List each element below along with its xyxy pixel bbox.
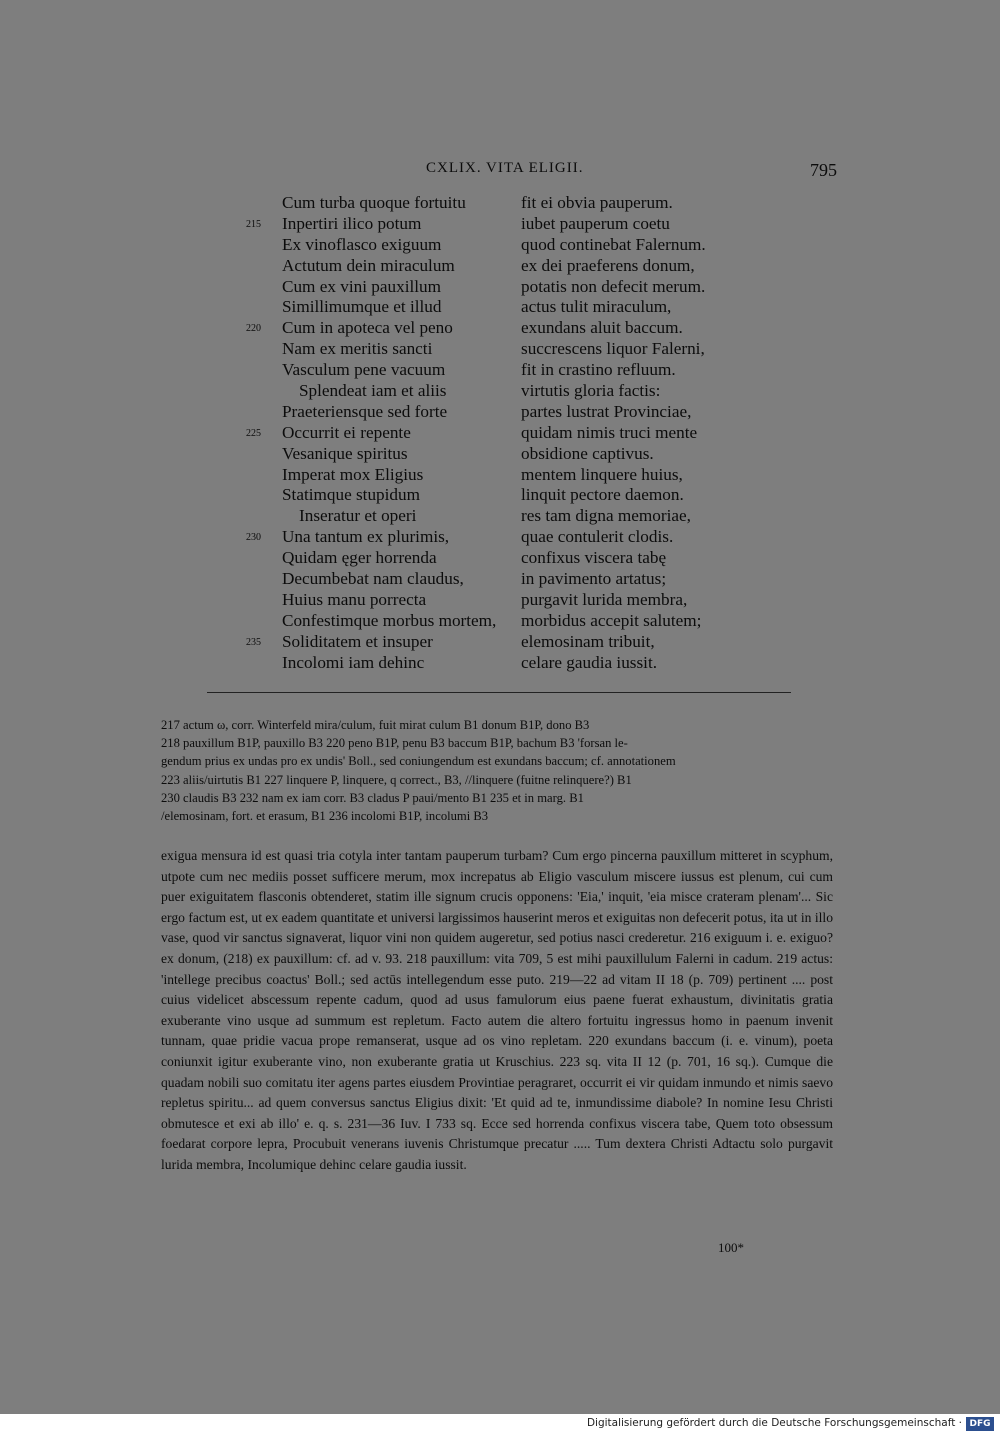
verse-second-half: purgavit lurida membra, — [521, 589, 688, 609]
verse-first-half: Ex vinoflasco exiguum — [282, 234, 442, 254]
verse-line — [230, 506, 850, 527]
verse-second-half: in pavimento artatus; — [521, 569, 667, 589]
verse-first-half: Occurrit ei repente — [282, 422, 411, 442]
verse-first-half: Cum ex vini pauxillum — [282, 276, 441, 296]
line-number: 225 — [246, 427, 261, 439]
verse-second-half: potatis non defecit merum. — [521, 276, 706, 296]
verse-first-half: Splendeat iam et aliis — [299, 381, 447, 401]
verse-line — [230, 548, 850, 569]
commentary-text: exigua mensura id est quasi tria cotyla inter tantam pauperum turbam? Cum ergo pincerna pauxillum mitteret in scyphum, utpote cum nec mediis posset sufficere merum, mox increpatus ab Eligio vasculum miscere iussus est plenum, cui cum puer exiguitatem flasconis obtenderet, statim ille signum crucis opponens: 'Eia,' inquit, 'eia misce crateram plenam'... Sic ergo factum est, ut ex eadem quantitate et universi largissimos hauserint meros et exiguitas non defecerit potus, ita ut in illo vase, quod vir sanctus signaverat, liquor vini non quidem augeretur, sed potius nasci crederetur. 216 exiguum i. e. exiguo? ex donum, (218) ex pauxillum: cf. ad v. 93. 218 pauxillum: vita 709, 5 est mihi pauxillulum Falerni in cadum. 219 actus: 'intellege precibus coactus' Boll.; sed actūs intellegendum esse puto. 219—22 ad vitam II 18 (p. 709) pertinent .... post cuius videlicet abscessum repente cadum, quod ad usus famulorum eius paene fuerat exhaustum, divinitatis gratia exuberante vino usque ad summum est repletum. Facto autem die altero fortuitu ingressus homo in paenum invenit tunnam, quae pridie vacua prope remanserat, usque ad os vino repletam. 220 exundans baccum (i. e. vinum), poeta coniunxit igitur exuberante vino, non exuberante gratia ut Kruschius. 223 sq. vita II 12 (p. 701, 16 sq.). Cumque die quadam nobili suo comitatu iter agens partes eiusdem Provintiae peragraret, occurrit ei vir quidam inmundo et nimis saevo repletus spiritu... ad quem conversus sanctus Eligius dixit: 'Et quid ad te, inmundissime diabole? In nomine Iesu Christi obmutesce et exi ab illo' e. q. s. 231—36 Iuv. I 733 sq. Ecce sed horrenda confixus viscera tabe, Quem toto obsessum foedarat corpore lepra, Procubuit venerans iuvenis Christumque precatur ..... Tum dextera Christi Adtactu solo purgavit lurida membra, Incolumique dehinc celare gaudia iussit. — [161, 848, 833, 1172]
line-number: 235 — [246, 636, 261, 648]
verse-second-half: celare gaudia iussit. — [521, 652, 658, 672]
verse-second-half: quidam nimis truci mente — [521, 422, 698, 442]
footer-bar — [0, 1414, 1000, 1434]
verse-block — [230, 193, 850, 673]
critical-apparatus — [161, 716, 834, 825]
verse-second-half: ex dei praeferens donum, — [521, 255, 695, 275]
verse-second-half: elemosinam tribuit, — [521, 631, 655, 651]
verse-line — [230, 569, 850, 590]
verse-second-half: obsidione captivus. — [521, 443, 654, 463]
verse-line — [230, 256, 850, 277]
verse-line — [230, 277, 850, 298]
footer-credit: Digitalisierung gefördert durch die Deutsche Forschungsgemeinschaft · — [586, 1417, 962, 1429]
apparatus-line: 223 aliis/uirtutis B1 227 linquere P, linquere, q correct., B3, //linquere (fuitne relinquere?) B1 — [161, 772, 632, 787]
separator-rule — [207, 692, 791, 693]
verse-line — [230, 339, 850, 360]
verse-second-half: partes lustrat Provinciae, — [521, 401, 692, 421]
verse-first-half: Actutum dein miraculum — [282, 255, 455, 275]
verse-second-half: fit ei obvia pauperum. — [521, 193, 673, 212]
verse-second-half: morbidus accepit salutem; — [521, 610, 702, 630]
verse-line — [230, 214, 850, 235]
verse-first-half: Cum in apoteca vel peno — [282, 318, 453, 338]
line-number: 215 — [246, 218, 261, 230]
verse-line — [230, 465, 850, 486]
line-number: 230 — [246, 532, 261, 544]
signature-mark: 100* — [718, 1240, 744, 1255]
verse-first-half: Statimque stupidum — [282, 485, 420, 505]
verse-second-half: quod continebat Falernum. — [521, 234, 706, 254]
verse-second-half: confixus viscera tabę — [521, 548, 667, 568]
verse-line — [230, 318, 850, 339]
page-number: 795 — [810, 160, 837, 180]
verse-line — [230, 611, 850, 632]
commentary — [161, 846, 833, 1176]
verse-first-half: Incolomi iam dehinc — [282, 652, 425, 672]
verse-first-half: Una tantum ex plurimis, — [282, 527, 450, 547]
apparatus-line: /elemosinam, fort. et erasum, B1 236 incolomi B1P, incolumi B3 — [161, 809, 489, 824]
apparatus-line: gendum prius ex undas pro ex undis' Boll., sed coniungendum est exundans baccum; cf. annotationem — [161, 754, 676, 769]
verse-second-half: fit in crastino refluum. — [521, 360, 676, 380]
verse-second-half: virtutis gloria factis: — [521, 381, 661, 401]
verse-first-half: Simillimumque et illud — [282, 297, 442, 317]
verse-first-half: Imperat mox Eligius — [282, 464, 424, 484]
verse-first-half: Vesanique spiritus — [282, 443, 408, 463]
verse-first-half: Cum turba quoque fortuitu — [282, 193, 466, 212]
verse-first-half: Vasculum pene vacuum — [282, 360, 446, 380]
verse-line — [230, 381, 850, 402]
verse-line — [230, 402, 850, 423]
verse-second-half: mentem linquere huius, — [521, 464, 683, 484]
verse-second-half: actus tulit miraculum, — [521, 297, 672, 317]
verse-second-half: exundans aluit baccum. — [521, 318, 683, 338]
verse-line — [230, 485, 850, 506]
verse-second-half: res tam digna memoriae, — [521, 506, 691, 526]
verse-first-half: Inpertiri ilico potum — [282, 213, 422, 233]
verse-line — [230, 527, 850, 548]
verse-line — [230, 632, 850, 653]
verse-line — [230, 360, 850, 381]
verse-second-half: succrescens liquor Falerni, — [521, 339, 705, 359]
apparatus-line: 218 pauxillum B1P, pauxillo B3 220 peno B1P, penu B3 baccum B1P, bachum B3 'forsan le- — [161, 736, 628, 751]
verse-first-half: Praeteriensque sed forte — [282, 401, 448, 421]
verse-line — [230, 653, 850, 674]
verse-first-half: Quidam ęger horrenda — [282, 548, 437, 568]
verse-first-half: Decumbebat nam claudus, — [282, 569, 464, 589]
verse-line — [230, 235, 850, 256]
verse-first-half: Soliditatem et insuper — [282, 631, 433, 651]
verse-second-half: iubet pauperum coetu — [521, 213, 670, 233]
apparatus-line: 217 actum ω, corr. Winterfeld mira/culum, fuit mirat culum B1 donum B1P, dono B3 — [161, 718, 590, 732]
verse-first-half: Inseratur et operi — [299, 506, 417, 526]
verse-line — [230, 590, 850, 611]
verse-line — [230, 423, 850, 444]
verse-first-half: Huius manu porrecta — [282, 589, 427, 609]
running-title: CXLIX. VITA ELIGII. — [426, 160, 584, 176]
verse-line — [230, 297, 850, 318]
verse-line — [230, 444, 850, 465]
dfg-logo[interactable]: DFG — [966, 1417, 994, 1431]
verse-first-half: Confestimque morbus mortem, — [282, 610, 497, 630]
verse-second-half: linquit pectore daemon. — [521, 485, 684, 505]
apparatus-line: 230 claudis B3 232 nam ex iam corr. B3 cladus P paui/mento B1 235 et in marg. B1 — [161, 790, 584, 805]
verse-first-half: Nam ex meritis sancti — [282, 339, 433, 359]
verse-second-half: quae contulerit clodis. — [521, 527, 674, 547]
line-number: 220 — [246, 323, 261, 335]
verse-line — [230, 193, 850, 214]
